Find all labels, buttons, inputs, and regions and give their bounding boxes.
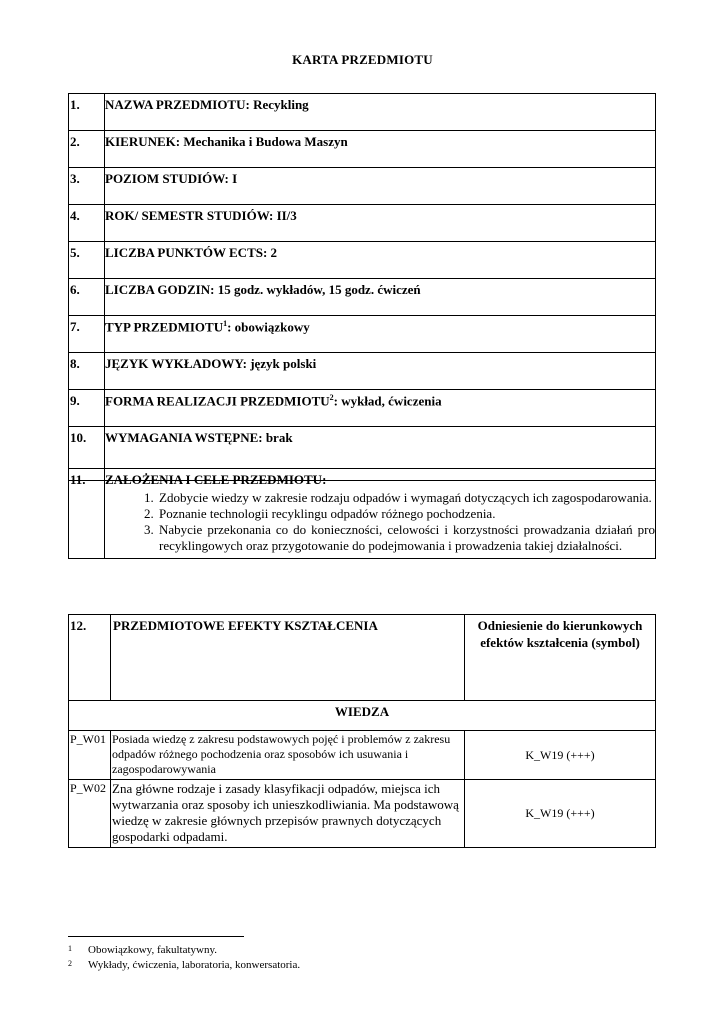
section-number: 11. [69,469,105,559]
category-heading: WIEDZA [69,701,656,731]
item-number: 1. [69,94,105,131]
item-number: 6. [69,279,105,316]
table-row [69,469,656,559]
footnote [68,944,217,956]
outcome-reference: K_W19 (+++) [465,780,656,848]
list-item: 1. Zdobycie wiedzy w zakresie rodzaju odpadów i wymagań dotyczących ich zagospodarowania. [157,490,655,506]
table-row [69,701,656,731]
table-row [69,242,656,279]
outcome-description: Zna główne rodzaje i zasady klasyfikacji odpadów, miejsca ich wytwarzania oraz sposoby ich unieszkodliwiania. Ma podstawową wiedzę w zakresie głównych przepisów prawnych dotyczących gospodarki odpadami. [111,780,465,848]
footnote-text: Wykłady, ćwiczenia, laboratoria, konwersatoria. [88,959,301,971]
item-label: LICZBA GODZIN: 15 godz. wykładów, 15 godz. ćwiczeń [105,279,656,316]
item-number: 2. [69,131,105,168]
item-label: POZIOM STUDIÓW: I [105,168,656,205]
table-row [69,780,656,848]
item-value: : obowiązkowy [227,319,310,335]
table-row [69,731,656,780]
section-number: 12. [69,615,111,701]
item-label [105,390,656,427]
item-number: 8. [69,353,105,390]
footnote-number: 2 [68,959,72,968]
reference-header: Odniesienie do kierunkowych efektów kształcenia (symbol) [465,615,656,701]
item-label: ROK/ SEMESTR STUDIÓW: II/3 [105,205,656,242]
item-number: 9. [69,390,105,427]
footnote-ref: 1 [223,319,228,328]
course-info-table [68,93,656,481]
section-title: PRZEDMIOTOWE EFEKTY KSZTAŁCENIA [111,615,465,701]
table-row [69,353,656,390]
item-number: 10. [69,427,105,481]
item-number: 7. [69,316,105,353]
footnote-ref: 2 [329,393,334,402]
item-label-text: FORMA REALIZACJI PRZEDMIOTU [105,393,330,409]
item-label: KIERUNEK: Mechanika i Budowa Maszyn [105,131,656,168]
section-title: ZAŁOŻENIA I CELE PRZEDMIOTU: [105,472,327,487]
item-label [105,316,656,353]
item-number: 5. [69,242,105,279]
goals-list [105,490,655,554]
goals-table [68,468,656,559]
outcome-description: Posiada wiedzę z zakresu podstawowych pojęć i problemów z zakresu odpadów różnego pochodzenia oraz sposobów ich usuwania i zagospodarowywania [111,731,465,780]
item-value: : wykład, ćwiczenia [333,393,442,409]
footnote-text: Obowiązkowy, fakultatywny. [88,944,218,956]
goals-cell [105,469,656,559]
footnote-number: 1 [68,944,72,953]
table-row [69,390,656,427]
outcome-code: P_W02 [69,780,111,848]
item-label-text: TYP PRZEDMIOTU [105,319,224,335]
footnote [68,959,300,971]
outcome-code: P_W01 [69,731,111,780]
table-row [69,94,656,131]
footnote-divider [68,936,244,937]
table-row [69,131,656,168]
table-row [69,205,656,242]
outcome-reference: K_W19 (+++) [465,731,656,780]
table-row [69,316,656,353]
item-label: NAZWA PRZEDMIOTU: Recykling [105,94,656,131]
item-label: WYMAGANIA WSTĘPNE: brak [105,427,656,481]
table-row [69,279,656,316]
item-label: JĘZYK WYKŁADOWY: język polski [105,353,656,390]
table-header-row [69,615,656,701]
item-label: LICZBA PUNKTÓW ECTS: 2 [105,242,656,279]
document-title: KARTA PRZEDMIOTU [292,52,433,67]
table-row [69,168,656,205]
list-item: 3. Nabycie przekonania co do konieczności, celowości i korzystności prowadzania działań pro recyklingowych oraz przygotowanie do podejmowania i prowadzenia takiej działalności. [157,522,655,554]
item-number: 4. [69,205,105,242]
item-number: 3. [69,168,105,205]
list-item: 2. Poznanie technologii recyklingu odpadów różnego pochodzenia. [157,506,655,522]
learning-outcomes-table [68,614,656,848]
